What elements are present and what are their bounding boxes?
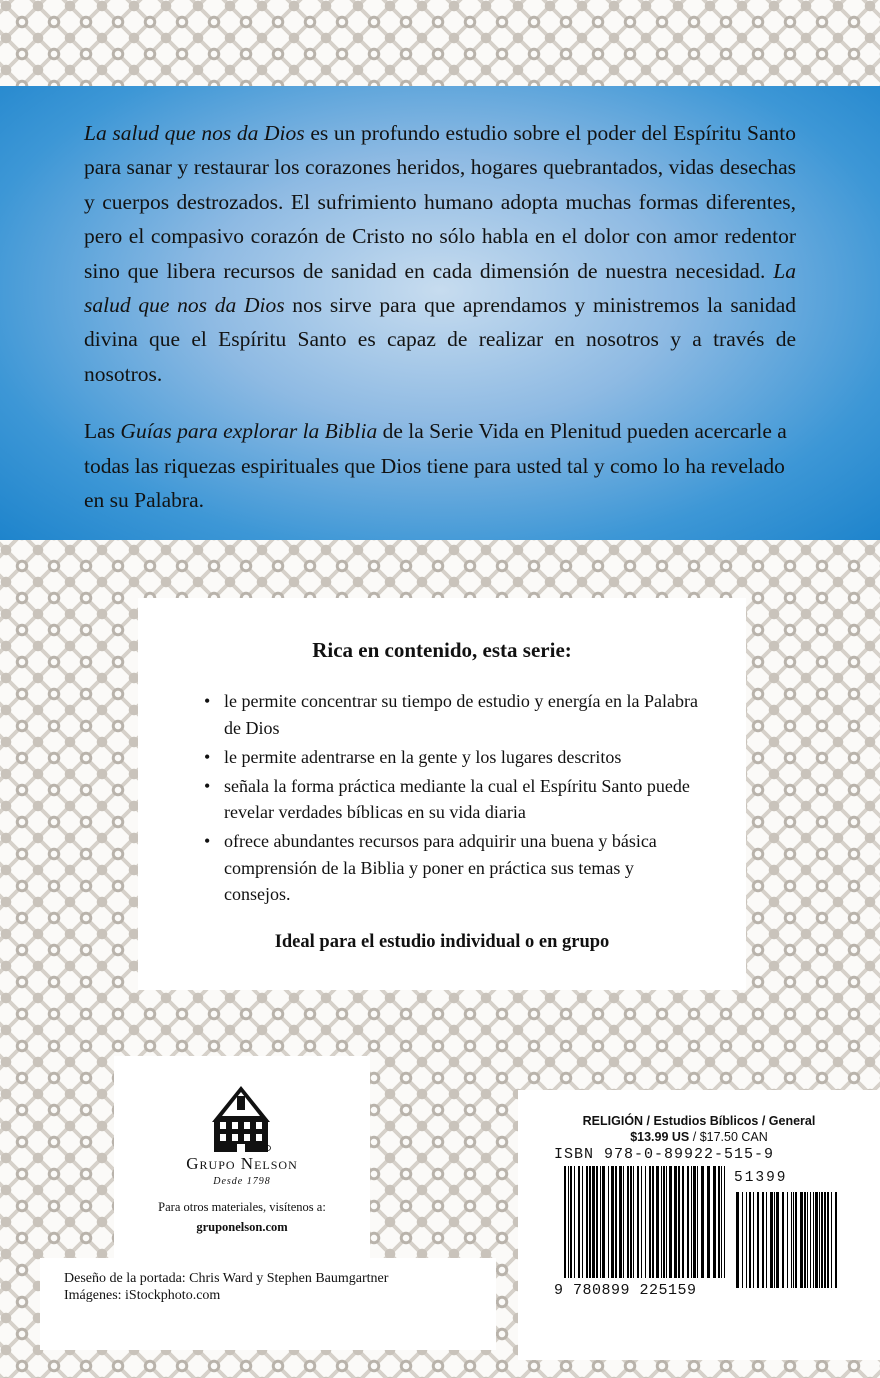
feature-item: • le permite concentrar su tiempo de estudio y energía en la Palabra de Dios <box>204 688 704 741</box>
barcode-block <box>518 1090 880 1360</box>
barcode-bars <box>558 1166 848 1378</box>
description-text: es un profundo estudio sobre el poder del Espíritu Santo para sanar y restaurar los corazones heridos, hogares quebrantados, vidas desechas y cuerpos destrozados. El sufrimiento humano adopta muchas formas diferentes, pero el compasivo corazón de Cristo no sólo habla en el dolor con amor redentor sino que libera recursos de sanidad en cada dimensión de nuestra necesidad. <box>84 121 796 283</box>
visit-text: Para otros materiales, visítenos a: <box>158 1200 326 1214</box>
features-list <box>204 688 704 910</box>
images-credit: Imágenes: iStockphoto.com <box>64 1288 221 1303</box>
publisher-name: Grupo Nelson <box>186 1154 298 1173</box>
price-can: $17.50 CAN <box>699 1130 768 1144</box>
publisher-since: Desde 1798 <box>213 1176 271 1187</box>
cover-design-credit: Deseño de la portada: Chris Ward y Stephen Baumgartner <box>64 1271 389 1286</box>
description-text: Las <box>84 419 121 444</box>
publisher-website[interactable]: gruponelson.com <box>196 1220 288 1234</box>
description-paragraph-2 <box>84 414 796 517</box>
description-paragraph-1 <box>84 116 796 391</box>
feature-item: • señala la forma práctica mediante la cual el Espíritu Santo puede revelar verdades bíblicas en su vida diaria <box>204 773 704 826</box>
feature-item: • ofrece abundantes recursos para adquirir una buena y básica comprensión de la Biblia y poner en práctica sus temas y consejos. <box>204 828 704 908</box>
book-title: La salud que nos da Dios <box>84 121 305 145</box>
series-title: Guías para explorar la Biblia <box>120 419 378 444</box>
ean-digits: 9 780899 225159 <box>554 1282 697 1299</box>
price-addon-code: 51399 <box>734 1170 788 1186</box>
isbn-text: ISBN 978-0-89922-515-9 <box>554 1146 775 1163</box>
description-text: de la Serie Vida en Plenitud pueden acercarle a todas las riquezas espirituales que Dios tiene para usted tal y como lo ha revelado en su Palabra. <box>84 419 787 513</box>
features-panel <box>156 616 728 972</box>
price-line <box>518 1130 880 1144</box>
feature-item: • le permite adentrarse en la gente y los lugares descritos <box>204 744 704 771</box>
price-separator: / <box>689 1130 700 1144</box>
building-icon <box>210 1082 272 1154</box>
features-heading: Rica en contenido, esta serie: <box>312 638 572 662</box>
book-title: La salud que nos da Dios <box>84 258 796 318</box>
bisac-category: RELIGIÓN / Estudios Bíblicos / General <box>582 1114 816 1128</box>
publisher-block <box>130 1072 354 1250</box>
credits-block <box>48 1266 488 1342</box>
features-tagline: Ideal para el estudio individual o en grupo <box>274 932 610 952</box>
description-panel <box>0 86 880 540</box>
description-text: nos sirve para que aprendamos y ministremos la sanidad divina que el Espíritu Santo es capaz de realizar en nosotros y a través de nosotros. <box>84 293 796 386</box>
price-us: $13.99 US <box>630 1130 690 1144</box>
